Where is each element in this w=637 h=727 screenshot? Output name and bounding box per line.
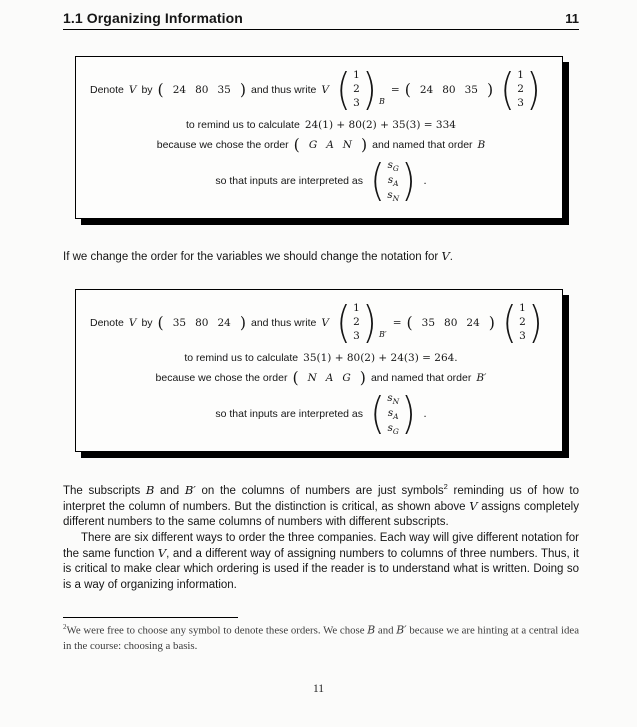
symbol-subscript: G [392,163,399,173]
right-paren: ) [239,312,246,332]
footnote-reference: 2 [443,481,448,491]
left-paren: ( [500,64,516,115]
period: . [423,408,427,421]
entry: G [308,138,318,151]
left-paren: ( [336,296,351,348]
variable-V: V [128,316,137,329]
text-run: , and a different way of assigning numbers to columns of three numbers. Thus, it is critical to make clear which ordering is used if the reader is to understand what is written. Doing so is a way of organizing information. [63,547,579,591]
left-paren: ( [406,312,413,332]
equals-sign: = [390,83,400,96]
inputs-column-vector [369,155,417,207]
text-run: reminding us of how to interpret the column of numbers. But the distinction is critical, as shown above [63,484,579,513]
order-row-vector [293,134,368,154]
order-name: B′ [476,371,487,384]
vector-entries [518,302,527,344]
entry: 35 [172,316,187,329]
text-run: and named that order [372,138,473,151]
entry: 24 [217,316,231,329]
right-paren: ) [359,367,366,387]
inputs-column-vector [369,388,417,440]
right-paren: ) [362,296,377,348]
entry: 35 [421,316,436,329]
body-paragraphs [63,482,579,594]
left-paren: ( [404,79,411,99]
column-vector-subscripted [335,296,387,348]
header-page-number: 11 [565,11,579,26]
row-vector [157,79,246,99]
text-run: on the columns of numbers are just symbols [195,484,444,497]
left-paren: ( [293,134,300,154]
text-run: assigns completely different numbers to the same columns of numbers with different subscripts. [63,500,579,529]
basis-subscript: B [378,96,385,106]
symbol: s [387,158,393,171]
box2-line-3 [90,367,552,387]
text-run: Denote [90,83,124,96]
symbol: s [387,406,394,419]
vector-entries [516,69,525,111]
entry: 1 [517,69,524,82]
calculation-expression: 24(1) + 80(2) + 35(3) = 334 [304,118,456,131]
left-paren: ( [502,296,517,348]
entry [387,189,399,204]
column-vector [501,296,544,348]
right-paren: ) [401,388,417,440]
variable-B-prime: B′ [184,482,196,497]
equals-sign: = [392,316,402,329]
entry: 1 [519,301,526,314]
text-run: and thus write [250,83,317,96]
variable-B: B [145,482,155,497]
text-run: by [141,83,153,96]
column-vector [499,64,542,115]
box2-line-4 [90,388,552,440]
entry: N [307,371,317,384]
section-heading: 1.1 Organizing Information [63,10,243,26]
variable-V: V [128,83,137,96]
entry: 35 [464,83,478,96]
text-run: because we chose the order [156,138,289,151]
paragraph-orderings [63,531,579,594]
text-run: and [375,624,397,637]
symbol: s [387,188,393,201]
variable-V: V [469,498,478,513]
entry: 3 [517,96,524,109]
entry: 35 [217,83,231,96]
left-paren: ( [370,388,385,440]
entry: 80 [195,316,209,329]
text-run: to remind us to calculate [184,351,299,364]
text-run: and named that order [370,371,472,384]
left-paren: ( [370,155,385,207]
order-row-vector [292,367,366,387]
text-run: We were free to choose any symbol to denote these orders. We chose [66,624,368,637]
left-paren: ( [336,64,351,115]
text-run: by [141,316,153,329]
entry: A [326,138,334,151]
row-vector [157,312,246,332]
text-run: to remind us to calculate [186,118,300,131]
symbol-subscript: N [392,396,400,406]
left-paren: ( [292,367,299,387]
vector-entries [386,392,400,437]
entry: A [325,371,334,384]
entry [388,407,399,422]
symbol: s [387,173,394,186]
symbol-subscript: A [393,178,399,188]
right-paren: ) [486,79,494,99]
entry: 24 [419,83,434,96]
entry: G [342,371,351,384]
text-run: so that inputs are interpreted as [215,408,364,421]
symbol: s [387,421,393,434]
vector-entries [352,69,361,111]
right-paren: ) [401,155,417,207]
variable-B-prime: B′ [396,623,407,637]
entry: 3 [353,329,360,342]
symbol-subscript: G [392,426,399,436]
entry: 2 [353,82,360,95]
right-paren: ) [488,312,495,332]
variable-V: V [321,316,329,329]
right-paren: ) [526,64,541,115]
calculation-expression: 35(1) + 80(2) + 24(3) = 264. [303,351,458,364]
header-rule [63,29,579,30]
footer-page-number: 11 [312,683,325,695]
symbol: s [387,391,393,404]
text-run: and thus write [250,316,317,329]
box2-line-2 [90,352,552,364]
variable-B: B [367,623,376,637]
entry: 2 [353,315,360,328]
entry: 80 [442,83,456,96]
footnote-marker: 2 [63,623,67,632]
basis-subscript: B′ [378,329,387,339]
vector-entries [352,302,361,344]
right-paren: ) [528,296,543,348]
entry: 3 [353,96,360,109]
variable-V: V [441,248,450,263]
left-paren: ( [157,79,164,99]
footnote-text [63,623,579,653]
box1-line-4 [90,155,552,207]
column-vector-subscripted [335,64,385,115]
entry: 80 [195,83,209,96]
between-paragraph [63,249,579,263]
entry: N [342,138,352,151]
box2-line-1 [90,296,552,348]
entry: 80 [444,316,458,329]
running-header [63,10,579,26]
text-run: If we change the order for the variables we should change the notation for [63,250,442,263]
entry: 3 [519,329,526,342]
order-name: B [477,138,486,151]
variable-V: V [321,83,329,96]
entry: 1 [353,69,360,82]
example-box-basis-B [75,56,563,219]
text-run: . [449,250,453,263]
right-paren: ) [239,79,246,99]
symbol-subscript: A [393,411,399,421]
entry: 2 [519,315,526,328]
text-run: and [154,484,185,497]
text-run: There are six different ways to order the three companies. Each way will give different notation for the same function [63,531,579,560]
box1-line-3 [90,134,552,154]
box1-line-1 [90,64,552,115]
right-paren: ) [360,134,368,154]
text-run: so that inputs are interpreted as [215,175,364,188]
entry [388,174,399,189]
entry: 2 [517,82,524,95]
period: . [423,175,427,188]
entry [387,392,399,407]
vector-entries [386,159,400,204]
footnote-rule [63,617,238,618]
entry: 24 [466,316,480,329]
entry: 1 [353,301,360,314]
entry [387,159,398,174]
left-paren: ( [157,312,164,332]
symbol-subscript: N [392,193,400,203]
variable-V: V [157,545,167,560]
text-run: Denote [90,316,124,329]
text-run: because we chose the order [155,371,288,384]
example-box-basis-B-prime [75,289,563,452]
text-run: The subscripts [63,484,146,497]
text-run: because we are hinting at a central idea in the course: choosing a basis. [63,624,579,652]
entry: 24 [172,83,187,96]
right-paren: ) [362,64,377,115]
row-vector [404,79,494,99]
row-vector [406,312,495,332]
paragraph-subscripts [63,482,579,531]
entry [387,422,398,437]
box1-line-2 [90,119,552,131]
